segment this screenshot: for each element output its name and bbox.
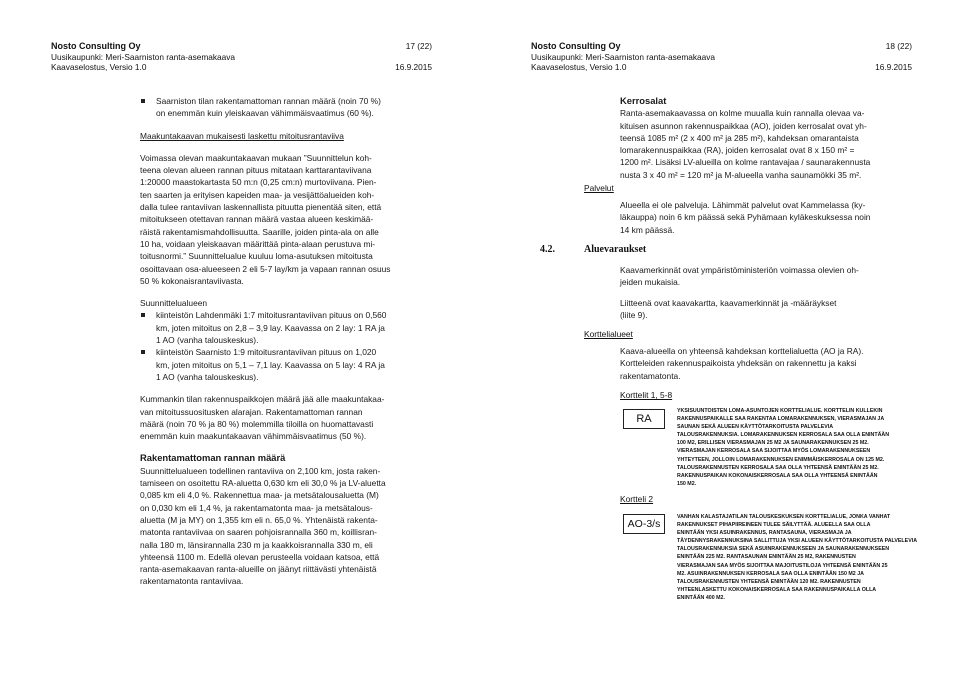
text-line: ENINTÄÄN 225 M2. RANTASAUNAN ENINTÄÄN 25 M2, RAKENNUSTEN (677, 554, 856, 561)
text-line: 14 km päässä. (620, 224, 675, 235)
text-line: Kortteleiden rakennuspaikoista yhdeksän on rakennettu ja kaksi (620, 358, 857, 369)
text-line: VIERASMAJAN KERROSALA SAA SIJOITTAA MYÖS LOMARAKENNUKSEEN (677, 448, 871, 455)
bullet-item (140, 95, 432, 120)
text-line: TALOUSRAKENNUKSIA SEKÄ ASUINRAKENNUKSEEN JA SAUNARAKENNUKSEEN (677, 546, 890, 553)
text-line: 150 M2. (677, 480, 697, 487)
page-header (531, 41, 912, 73)
bullet-item (140, 346, 432, 383)
company-name: Nosto Consulting Oy (531, 41, 621, 51)
text-line: osoittavaan osa-alueeseen 2 eli 5-7 lay/km ja vapaan rannan osuus (140, 263, 391, 274)
text-line: 1200 m². Lisäksi LV-alueilla on kolme rantavajaa / saunarakennusta (620, 157, 871, 168)
text-line: 10 ha, voidaan yleiskaavan määrittää pinta-alaan perustuva mi- (140, 238, 376, 249)
text-line: RAKENNUSPAIKALLE SAA RAKENTAA LOMARAKENNUKSEN, VIERASMAJAN JA (677, 416, 885, 423)
kerrosalat-block (620, 95, 912, 181)
text-line: kituisen asunnon rakennuspaikkaa (AO), joiden kerrosalat ovat yh- (620, 120, 867, 131)
text-line: YHTEENLASKETTU KOKONAISKERROSALA SAA RAKENNUSPAIKALLA OLLA (677, 586, 877, 593)
text-line: RAKENNUKSET PIHAPIIREINEEN TULEE SÄILYTTÄÄ. ALUEELLA SAA OLLA (677, 522, 871, 529)
text-line: kiinteistön Lahdenmäki 1:7 mitoitusrantaviivan pituus on 0,560 (156, 310, 387, 321)
text-line: kiinteistön Saarnisto 1:9 mitoitusrantaviivan pituus on 1,020 (156, 347, 377, 358)
text-line: 1 AO (vanha talouskeskus). (156, 335, 259, 346)
text-line: Saarniston tilan rakentamattoman rannan määrä (noin 70 %) (156, 96, 381, 106)
text-line: Suunnittelualueen todellinen rantaviiva on 2,100 km, josta raken- (140, 465, 381, 476)
text-line: Kummankin tilan rakennuspaikkojen määrä jää alle maakuntakaa- (140, 394, 385, 405)
text-line: M2. ASUINRAKENNUKSEN KERROSALA SAA OLLA ENINTÄÄN 150 M2 JA (677, 570, 864, 577)
text-line: rakentamatonta rantaviivaa. (140, 576, 244, 587)
text-line: Alueella ei ole palveluja. Lähimmät palvelut ovat Kammelassa (ky- (620, 200, 866, 210)
text-line: YKSISUUNTOISTEN LOMA-ASUNTOJEN KORTTELIALUE. KORTTELIN KULLEKIN (677, 408, 883, 414)
text-line: dalla tulee rantaviivan laskennallista pituutta pienentää siten, että (140, 202, 382, 213)
page-number: 17 (22) (405, 41, 432, 51)
bullet-item (140, 309, 432, 346)
legend-text-ao (677, 513, 918, 602)
text-line: rakentamatonta. (620, 370, 681, 381)
text-line: 1:20000 maastokartasta 50 m:n (0,25 cm:n) murtoviivana. Pien- (140, 177, 377, 188)
text-line: yhteensä 1100 m. Edellä olevan perusteella voidaan katsoa, että (140, 551, 380, 562)
paragraph (140, 393, 432, 442)
legend-code: RA (636, 413, 652, 425)
document-version: Kaavaselostus, Versio 1.0 (531, 62, 627, 72)
text-line: km, joten mitoitus on 2,8 – 3,9 lay. Kaavassa on 2 lay: 1 RA ja (156, 322, 385, 333)
korttelialueet-block (620, 345, 912, 382)
section-heading: Rakentamattoman rannan määrä (140, 452, 286, 464)
page-header (51, 41, 432, 73)
text-line: toitusnormi.” Suunnittelualue kuuluu loma-asutuksen mitoitusta (140, 251, 373, 262)
text-line: (liite 9). (620, 309, 648, 320)
text-line: TALOUSRAKENNUSTEN KERROSALA SAA OLLA YHTEENSÄ ENINTÄÄN 25 M2. (677, 464, 879, 471)
document-subtitle: Uusikaupunki: Meri-Saarniston ranta-asemakaava (51, 51, 236, 62)
text-line: Kaavamerkinnät ovat ympäristöministeriön voimassa olevien oh- (620, 265, 859, 275)
text-line: ENINTÄÄN YKSI ASUINRAKENNUS, RANTASAUNA, VIERASMAJA JA (677, 530, 852, 537)
text-line: YHTEYTEEN, JOLLOIN LOMARAKENNUKSEN ENIMMÄISKERROSALA ON 125 M2. (677, 456, 885, 463)
paragraph (140, 152, 432, 287)
text-line: km, joten mitoitus on 5,1 – 7,1 lay. Kaavassa on 5 lay: 4 RA ja (156, 359, 385, 370)
text-line: VIERASMAJAN SAA MYÖS SIJOITTAA MAJOITUSTILOJA YHTEENSÄ ENINTÄÄN 25 (677, 562, 888, 569)
text-line: Ranta-asemakaavassa on kolme muualla kuin rannalla olevaa va- (620, 108, 865, 119)
section-title: Aluevaraukset (584, 244, 647, 255)
document-subtitle: Uusikaupunki: Meri-Saarniston ranta-asemakaava (531, 51, 716, 62)
company-name: Nosto Consulting Oy (51, 41, 141, 51)
text-line: Liitteenä ovat kaavakartta, kaavamerkinnät ja -määräykset (620, 297, 837, 308)
text-line: SAUNAN SEKÄ ALUEEN KÄYTTÖTARKOITUSTA PALVELEVIA (677, 424, 834, 431)
text-line: van mitoitussuositusken alarajan. Rakentamattoman rannan (140, 406, 363, 417)
paragraph (140, 465, 432, 588)
text-line: lomarakennuspaikkaa (RA), joiden kerrosalat ovat 8 x 150 m² = (620, 145, 855, 156)
text-line: teena olevan alueen rannan pituus mitataan karttarantaviivana (140, 165, 372, 176)
legend-symbol-ra (623, 409, 665, 429)
palvelut-block (620, 199, 912, 236)
text-line: Kaava-alueella on yhteensä kahdeksan korttelialuetta (AO ja RA). (620, 346, 864, 356)
document-date: 16.9.2015 (875, 62, 912, 72)
section-heading: Kerrosalat (620, 95, 667, 106)
legend-code: AO-3/s (627, 518, 661, 530)
legend-symbol-ao (623, 514, 665, 534)
paragraph-label: Suunnittelualueen (140, 298, 208, 309)
text-line: määrä (noin 70 % ja 80 %) molemmilla tiloilla on huomattavasti (140, 418, 374, 429)
text-line: TALOUSRAKENNUSTEN YHTEENSÄ ENINTÄÄN 120 M2. RAKENNUSTEN (677, 578, 861, 585)
text-line: 1 AO (vanha talouskeskus). (156, 371, 259, 382)
side-label-korttelialueet: Korttelialueet (584, 329, 633, 339)
text-line: TALOUSRAKENNUKSIA. LOMARAKENNUKSEN KERROSALA SAA OLLA ENINTÄÄN (677, 432, 890, 439)
text-line: jeiden mukaisia. (620, 277, 681, 288)
text-line: ten saarten ja erityisen kapeiden maa- ja vesijättöalueiden koh- (140, 189, 375, 200)
kortteli-label-1: Korttelit 1, 5-8 (620, 390, 673, 400)
text-line: TÄYDENNYSRAKENNUKSINA SALLITTUJA YKSI ALUEEN KÄYTTÖTARKOITUSTA PALVELEVIA (677, 538, 918, 545)
text-line: räistä rakentamismahdollisuutta. Saarille, joiden pinta-ala on alle (140, 226, 379, 237)
aluevaraukset-block (620, 264, 912, 321)
text-line: 100 M2, ERILLISEN VIERASMAJAN 25 M2 JA SAUNARAKENNUKSEN 25 M2. (677, 440, 869, 447)
text-line: ENINTÄÄN 400 M2. (677, 594, 725, 601)
text-line: aluetta (M ja MY) on 1,355 km eli n. 65,0 %. Yhtenäistä rakenta- (140, 514, 378, 525)
text-line: Voimassa olevan maakuntakaavan mukaan ”Suunnittelun koh- (140, 152, 372, 163)
text-line: tamiseen on osoitettu RA-aluetta 0,630 km eli 30,0 % ja LV-aluetta (140, 478, 386, 489)
text-line: matonta rantaviivaa on saaren pohjoisrannalla 360 m, koillisran- (140, 527, 377, 538)
text-line: mitoitukseen otettavan rannan määrä vastaa alueen keskimää- (140, 214, 374, 225)
text-line: 50 % kokonaisrantaviivasta. (140, 275, 244, 286)
legend-text-ra (677, 407, 912, 488)
document-version: Kaavaselostus, Versio 1.0 (51, 62, 147, 72)
text-line: nalla 180 m, länsirannalla 230 m ja kaakkoisrannalla 330 m, eli (140, 539, 373, 550)
text-line: 0,085 km eli 4,0 %. Rakennettua maa- ja metsätalousaluetta (M) (140, 490, 379, 501)
section-heading: Maakuntakaavan mukaisesti laskettu mitoitusrantaviiva (140, 130, 344, 141)
text-line: RAKENNUSPAIKAN KOKONAISKERROSALA SAA OLLA YHTEENSÄ ENINTÄÄN (677, 472, 878, 479)
text-line: VANHAN KALASTAJATILAN TALOUSKESKUKSEN KORTTELIALUE, JONKA VANHAT (677, 514, 891, 520)
text-line: on enemmän kuin yleiskaavan vähimmäisvaatimus (60 %). (156, 108, 374, 119)
document-date: 16.9.2015 (395, 62, 432, 72)
page-body (140, 95, 432, 588)
text-line: läkauppa) noin 6 km päässä sekä Pyhämaan kyläkeskuksessa noin (620, 212, 871, 223)
section-number: 4.2. (540, 244, 555, 255)
side-label-palvelut: Palvelut (584, 183, 614, 193)
text-line: nusta 3 x 40 m² = 120 m² ja M-alueella vanha saunamökki 35 m². (620, 169, 862, 180)
kortteli-label-2: Kortteli 2 (620, 494, 654, 504)
text-line: teensä 1085 m² (2 x 400 m² ja 285 m²), kahdeksan omarantaista (620, 132, 859, 143)
text-line: enemmän kuin maakuntakaavan vähimmäisvaatimus (50 %). (140, 431, 367, 442)
text-line: on 0,030 km eli 1,4 %, ja rakentamatonta maa- ja metsätalous- (140, 502, 373, 513)
page-number: 18 (22) (885, 41, 912, 51)
text-line: ranta-asemakaavan ranta-alueille on jäänyt riittävästi yhtenäistä (140, 564, 377, 575)
